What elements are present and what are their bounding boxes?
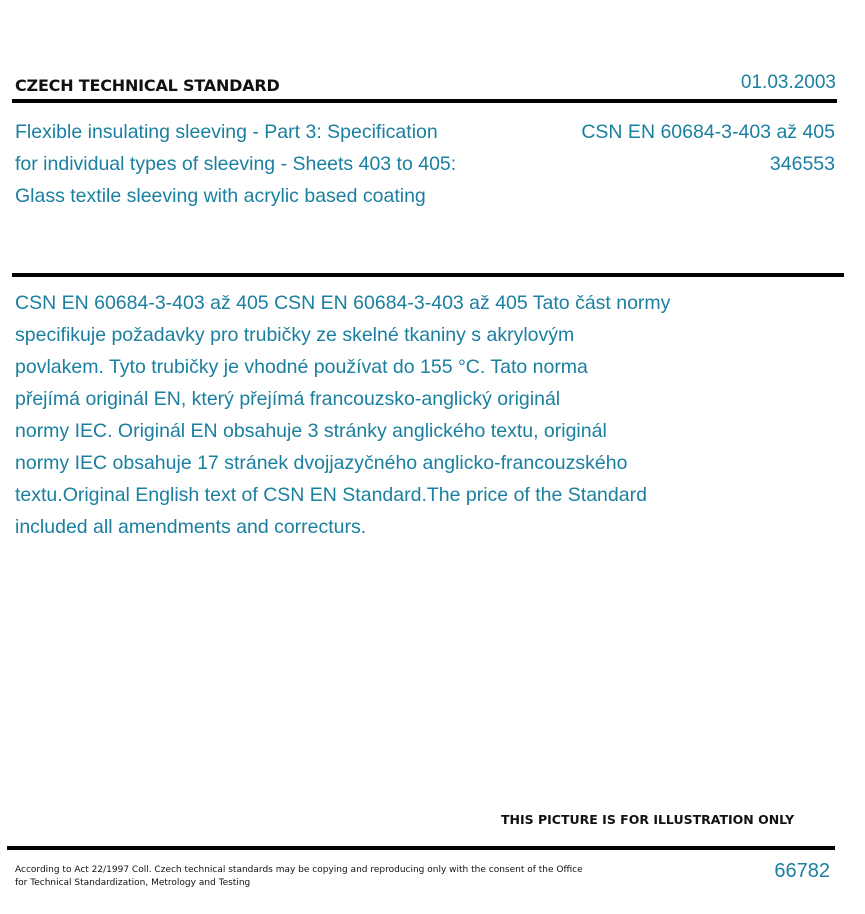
standard-code: CSN EN 60684-3-403 až 405 [581, 121, 835, 143]
standard-identifiers [581, 116, 835, 180]
abstract-line: CSN EN 60684-3-403 až 405 CSN EN 60684-3-403 až 405 Tato část normy [15, 292, 671, 314]
publication-date: 01.03.2003 [740, 72, 836, 93]
footer-rule [7, 846, 835, 850]
class-number: 346553 [769, 153, 835, 175]
title-rule [12, 273, 844, 277]
abstract-line: normy IEC. Originál EN obsahuje 3 stránky anglického textu, originál [15, 420, 607, 442]
abstract-line: specifikuje požadavky pro trubičky ze skelné tkaniny s akrylovým [15, 324, 575, 346]
abstract-line: normy IEC obsahuje 17 stránek dvojjazyčného anglicko-francouzského [15, 452, 628, 474]
standard-label: CZECH TECHNICAL STANDARD [15, 76, 280, 95]
legal-line: for Technical Standardization, Metrology and Testing [15, 878, 251, 888]
title-line: Flexible insulating sleeving - Part 3: Specification [15, 121, 438, 143]
title-line: Glass textile sleeving with acrylic based coating [15, 185, 426, 207]
header-rule [12, 99, 837, 103]
abstract-line: textu.Original English text of CSN EN Standard.The price of the Standard [15, 484, 647, 506]
title-line: for individual types of sleeving - Sheets 403 to 405: [15, 153, 457, 175]
legal-notice [15, 864, 615, 890]
abstract-line: přejímá originál EN, který přejímá francouzsko-anglický originál [15, 388, 561, 410]
illustration-notice: THIS PICTURE IS FOR ILLUSTRATION ONLY [501, 812, 795, 827]
abstract-line: povlakem. Tyto trubičky je vhodné používat do 155 °C. Tato norma [15, 356, 588, 378]
catalog-number: 66782 [774, 860, 830, 882]
document-title [15, 116, 535, 212]
abstract-text [15, 287, 815, 543]
legal-line: According to Act 22/1997 Coll. Czech technical standards may be copying and reproducing only with the consent of the Office [15, 865, 583, 875]
abstract-line: included all amendments and correcturs. [15, 516, 367, 538]
